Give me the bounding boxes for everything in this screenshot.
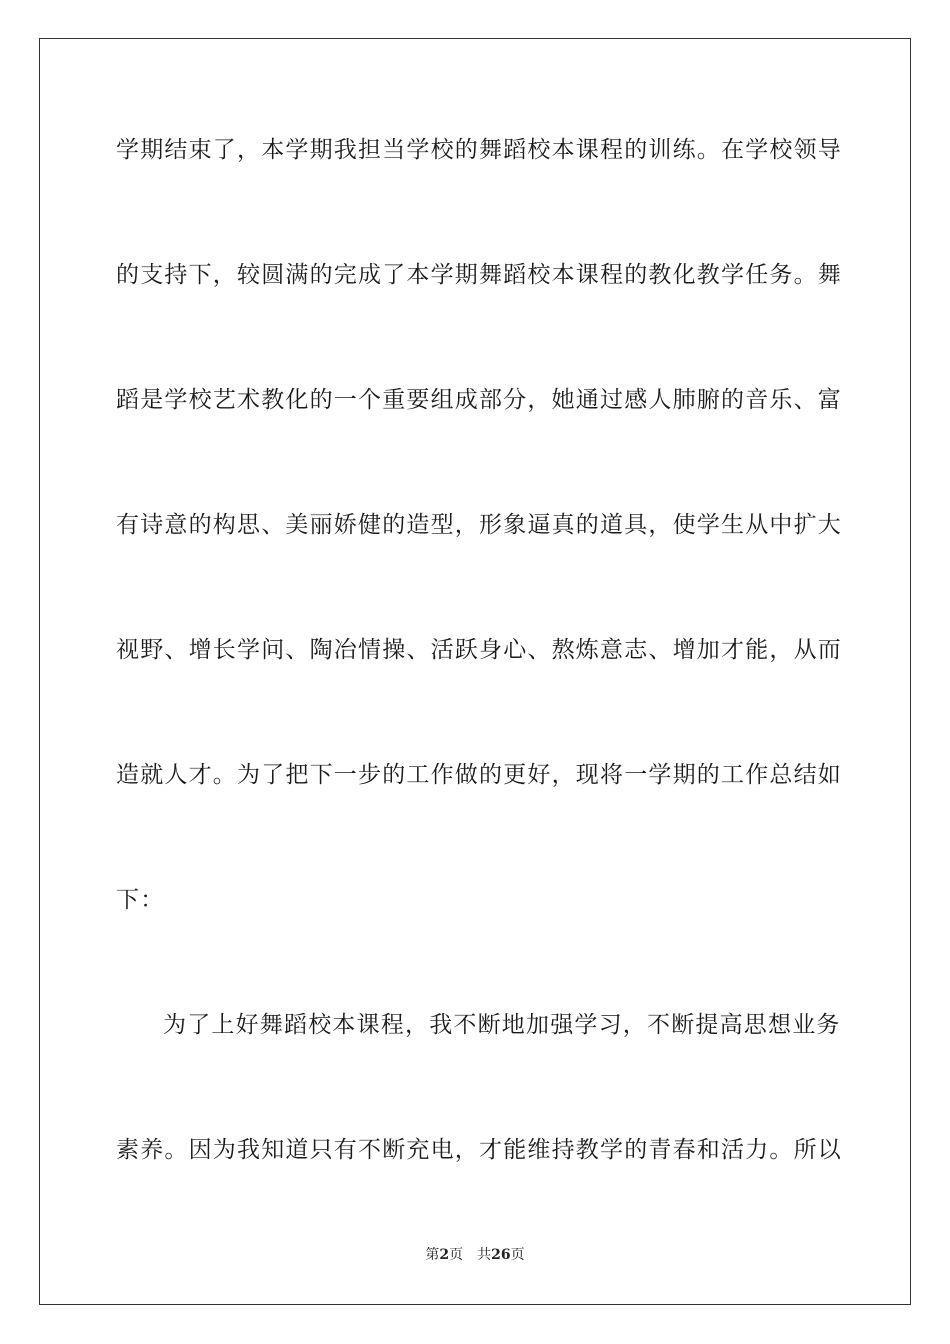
document-body	[116, 125, 842, 1250]
text-line-5: 视野、增长学问、陶冶情操、活跃身心、熬炼意志、增加才能，从而	[116, 637, 842, 663]
page-number: 2	[439, 1247, 450, 1263]
total-suffix: 页	[510, 1247, 525, 1263]
text-line-3: 蹈是学校艺术教化的一个重要组成部分，她通过感人肺腑的音乐、富	[116, 387, 842, 413]
text-line-8: 为了上好舞蹈校本课程，我不断地加强学习，不断提高思想业务	[163, 1012, 841, 1038]
text-line-7: 下：	[116, 887, 165, 913]
page-suffix: 页	[449, 1247, 464, 1263]
text-line-4: 有诗意的构思、美丽娇健的造型，形象逼真的道具，使学生从中扩大	[116, 512, 842, 538]
page-footer	[0, 1245, 950, 1265]
text-line-6: 造就人才。为了把下一步的工作做的更好，现将一学期的工作总结如	[116, 762, 842, 788]
text-line-1: 学期结束了，本学期我担当学校的舞蹈校本课程的训练。在学校领导	[116, 137, 842, 163]
text-line-2: 的支持下，较圆满的完成了本学期舞蹈校本课程的教化教学任务。舞	[116, 262, 842, 288]
page-prefix: 第	[425, 1247, 440, 1263]
total-prefix: 共	[477, 1247, 492, 1263]
text-line-9: 素养。因为我知道只有不断充电，才能维持教学的青春和活力。所以	[116, 1137, 842, 1163]
total-pages: 26	[491, 1247, 511, 1263]
